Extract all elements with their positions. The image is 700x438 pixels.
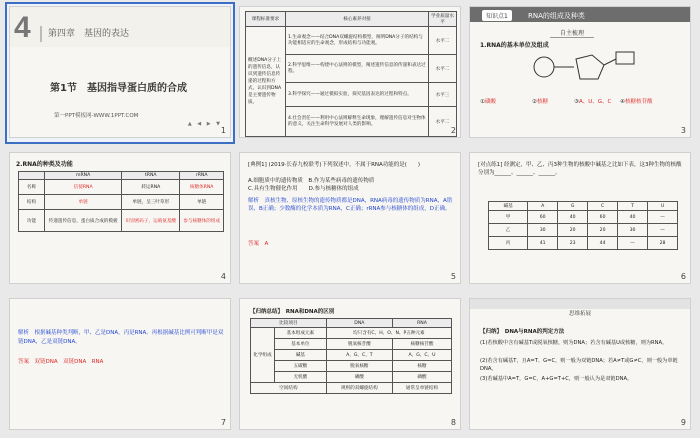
table-cell: 均只含有C、H、O、N、P五种元素	[326, 328, 451, 339]
table-cell: 40	[618, 211, 648, 224]
slide-number: 5	[450, 272, 456, 281]
question-text: 1.RNA的基本单位及组成	[480, 42, 549, 49]
table-cell: 3.科学探究——通过模拟实验，探究基因表达的过程和特点。	[286, 83, 429, 107]
subtitle: 【归纳】 DNA与RNA的判定方法	[480, 329, 565, 335]
blank-bases: ③A、U、G、C	[574, 99, 612, 105]
row-label: 无机酸	[275, 372, 327, 383]
slide-heading: RNA的组成及种类	[528, 12, 585, 20]
answer-text: 答案 A	[248, 241, 269, 247]
pager-controls[interactable]: ▲ ◀ ▶ ▼	[187, 121, 222, 127]
slide-thumbnail-3[interactable]	[469, 6, 691, 138]
base-ratio-table	[488, 201, 678, 250]
table-header: rRNA	[180, 172, 224, 180]
chapter-title: 第四章 基因的表达	[48, 29, 130, 39]
table-cell: 水平二	[429, 27, 457, 55]
table-header: DNA	[326, 319, 392, 328]
slide-thumbnail-4[interactable]	[9, 152, 231, 284]
answer-text: 答案 双链DNA 双链DNA RNA	[18, 359, 104, 365]
curriculum-standard: 概述DNA分子上的遗传信息，认识到遗传信息传递的过程和方式，认识到DNA是主要遗传物质。	[246, 27, 286, 137]
table-header: 学业质量水平	[429, 12, 457, 27]
table-cell: 水平二	[429, 107, 457, 137]
row-label: 名称	[19, 180, 45, 195]
slide-number: 1	[220, 126, 226, 135]
row-label: 基本单位	[275, 339, 327, 350]
slide-number: 4	[220, 272, 226, 281]
row-label: 功能	[19, 210, 45, 232]
table-cell: A、G、C、T	[326, 350, 392, 361]
row-label: 结构	[19, 195, 45, 210]
table-header	[19, 172, 45, 180]
table-cell: 核糖核苷酸	[392, 339, 451, 350]
table-cell: 核糖体RNA	[180, 180, 224, 195]
row-group-label: 化学组成	[251, 328, 275, 383]
slide-heading: 思维拓展	[568, 311, 591, 317]
table-cell: 转运RNA	[122, 180, 180, 195]
table-cell: 参与核糖体的组成	[180, 210, 224, 232]
table-cell: 40	[558, 211, 588, 224]
table-cell: 水平三	[429, 83, 457, 107]
blank-nucleotide: ④核糖核苷酸	[620, 99, 653, 105]
table-header: U	[648, 202, 678, 211]
rna-types-table	[18, 171, 224, 232]
row-label: 基本组成元素	[275, 328, 327, 339]
slide-heading: 【归纳总结】 RNA和DNA的区别	[250, 309, 335, 315]
table-cell: 2.科学思维——构建中心法则的模型，阐述遗传信息的传递和表达过程。	[286, 55, 429, 83]
row-label: 乙	[489, 224, 528, 237]
slide-thumbnail-5[interactable]	[239, 152, 461, 284]
table-cell: 单链，呈三叶草形	[122, 195, 180, 210]
row-label: 五碳糖	[275, 361, 327, 372]
table-header: 比较项目	[251, 319, 327, 328]
method-line-1: (1)若核酸中含有碱基T或脱氧核糖，则为DNA；若含有碱基U或核糖，则为RNA。	[480, 340, 668, 346]
table-cell: 识别密码子，运载氨基酸	[122, 210, 180, 232]
table-header: C	[588, 202, 618, 211]
table-cell: 23	[558, 237, 588, 250]
table-header: mRNA	[45, 172, 122, 180]
table-header: 碱基	[489, 202, 528, 211]
table-cell: 30	[618, 224, 648, 237]
table-header: RNA	[392, 319, 451, 328]
table-header: T	[618, 202, 648, 211]
table-cell: —	[648, 211, 678, 224]
table-cell: 磷酸	[392, 372, 451, 383]
slide-number: 7	[220, 418, 226, 427]
example-options: A.细胞质中的遗传物质 B.作为某些病毒的遗传物质 C.具有生物催化作用 D.参与核糖体的组成	[248, 178, 375, 192]
subheading: 自主梳理	[550, 28, 594, 38]
table-cell: 28	[648, 237, 678, 250]
table-cell: 信使RNA	[45, 180, 122, 195]
chapter-number: 4	[14, 11, 31, 44]
table-cell: 单链	[180, 195, 224, 210]
row-label: 丙	[489, 237, 528, 250]
analysis-text: 解析 根据碱基种类判断，甲、乙是DNA，丙是RNA。再根据碱基比例可判断甲是双链DNA，乙是双链DNA。	[18, 330, 224, 345]
method-line-3: (3)若碱基中A=T，G=C，A+G=T+C，则一般认为是双链DNA。	[480, 376, 633, 382]
table-header: 课程标准要求	[246, 12, 286, 27]
slide-thumbnail-2[interactable]	[239, 6, 461, 138]
row-label: 空间结构	[251, 383, 327, 394]
slide-thumbnail-9[interactable]	[469, 298, 691, 430]
nucleotide-diagram	[530, 49, 640, 94]
table-cell: 脱氧核糖	[326, 361, 392, 372]
footer-text: 第一PPT模板网-WWW.1PPT.COM	[54, 113, 139, 119]
divider	[40, 26, 42, 42]
slide-number: 6	[680, 272, 686, 281]
header-band	[470, 299, 690, 309]
slide-number: 2	[450, 126, 456, 135]
table-cell: 60	[528, 211, 558, 224]
exercise-question: [对点练1] 经测定，甲、乙、丙3种生物的核酸中碱基之比如下表，这3种生物的核酸分别为______、______、______。	[478, 162, 682, 176]
table-cell: 核糖	[392, 361, 451, 372]
table-cell: 20	[558, 224, 588, 237]
table-cell: 44	[588, 237, 618, 250]
dna-rna-compare-table	[250, 318, 452, 394]
table-cell: 30	[528, 224, 558, 237]
table-cell: —	[618, 237, 648, 250]
row-label: 碱基	[275, 350, 327, 361]
table-cell: 1.生命观念——结合DNA双螺旋结构模型，阐明DNA分子的结构与功能相适应的生命观念，形成结构与功能观。	[286, 27, 429, 55]
table-cell: 水平二	[429, 55, 457, 83]
table-cell: 4.社会责任——利用中心法则解释生命现象，理解遗传信息对生物体的意义，关注生命科学发展对人类的影响。	[286, 107, 429, 137]
table-header: 核心素养对接	[286, 12, 429, 27]
standards-table	[245, 11, 457, 137]
table-cell: A、G、C、U	[392, 350, 451, 361]
table-cell: 单链	[45, 195, 122, 210]
table-cell: 脱氧核苷酸	[326, 339, 392, 350]
slide-thumbnail-8[interactable]	[239, 298, 461, 430]
row-label: 甲	[489, 211, 528, 224]
slide-heading: 2.RNA的种类及功能	[16, 161, 73, 168]
analysis-text: 解析 真核生物、原核生物的遗传物质都是DNA，RNA病毒的遗传物质为RNA，A错误、B正确；少数酶的化学本质为RNA，C正确；rRNA参与核糖体的组成，D正确。	[248, 198, 453, 212]
table-header: G	[558, 202, 588, 211]
slide-thumbnail-1[interactable]	[9, 6, 231, 138]
table-cell: 60	[588, 211, 618, 224]
slide-number: 3	[680, 126, 686, 135]
slide-thumbnail-7[interactable]	[9, 298, 231, 430]
blank-phosphate: ①磷酸	[480, 99, 496, 105]
slide-number: 8	[450, 418, 456, 427]
slide-thumbnail-6[interactable]	[469, 152, 691, 284]
table-cell: 通常呈单链结构	[392, 383, 451, 394]
table-cell: —	[648, 224, 678, 237]
knowledge-badge: 知识点1	[482, 10, 512, 21]
slide-number: 9	[680, 418, 686, 427]
blank-ribose: ②核糖	[532, 99, 548, 105]
table-cell: 传递遗传信息，蛋白质合成的模板	[45, 210, 122, 232]
table-header: A	[528, 202, 558, 211]
section-title: 第1节 基因指导蛋白质的合成	[50, 83, 187, 94]
table-header: tRNA	[122, 172, 180, 180]
table-cell: 20	[588, 224, 618, 237]
method-line-2: (2)若含有碱基T，且A=T、G=C，则一般为双链DNA；若A≠T或G≠C，则一般为单链DNA。	[480, 358, 678, 372]
example-question: [典例1] (2019·长春九校联考)下列叙述中，不属于RNA功能的是( )	[248, 162, 421, 168]
table-cell: 41	[528, 237, 558, 250]
table-cell: 规则的双螺旋结构	[326, 383, 392, 394]
table-cell: 磷酸	[326, 372, 392, 383]
